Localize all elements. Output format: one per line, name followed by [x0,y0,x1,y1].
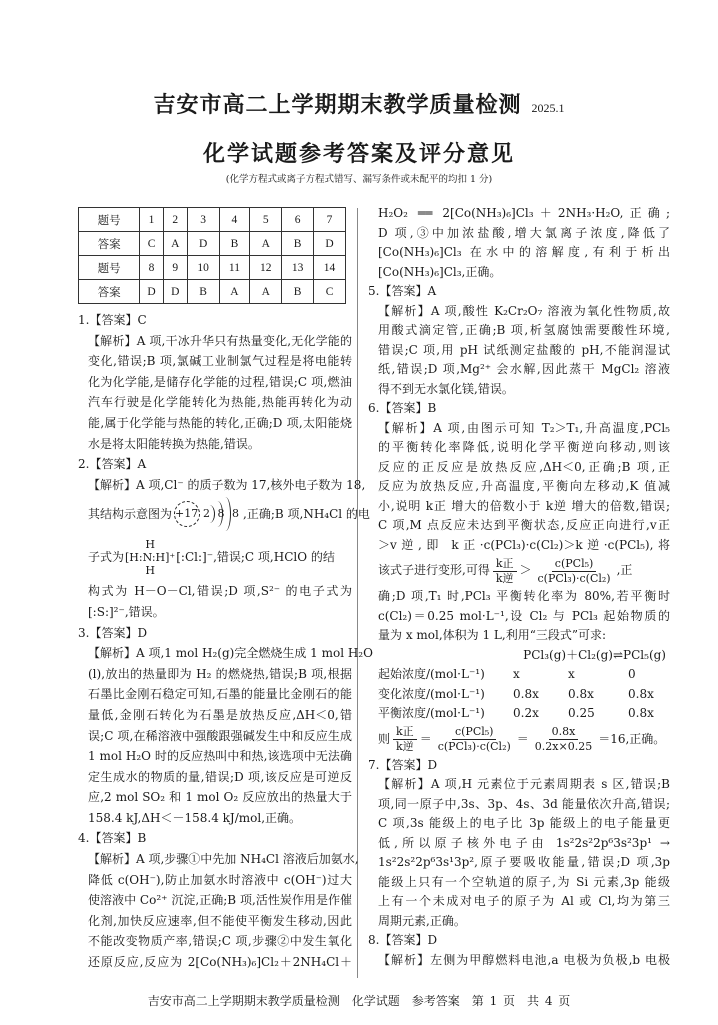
formula-top: H [145,537,155,551]
answer-cell: D [163,280,187,304]
footer-text: 化学试题 [351,994,400,1008]
text-line: 项,同一原子中,3s、3p、4s、3d 能量依次升高,错误; [378,796,670,811]
answer-cell: 11 [219,256,250,280]
text-line: 【解析】A 项,Cl⁻ 的质子数为 17,核外电子数为 18, [88,477,366,492]
formula-bottom: H [145,563,155,577]
row-label: 起始浓度/(mol·L⁻¹) [378,667,485,681]
three-stage-row [368,685,670,705]
answer-cell: B [219,232,250,256]
answer-cell: 4 [219,208,250,232]
text-line: 石墨比金刚石稳定可知,石墨的能量比金刚石的能 [88,687,352,702]
answer-cell: A [250,232,282,256]
answer-heading: 6.【答案】B [368,401,437,415]
answer-heading: 5.【答案】A [368,284,437,298]
text-line: H₂O₂ ══ 2[Co(NH₃)₆]Cl₃＋2NH₃·H₂O,正确; [378,206,670,220]
answer-cell: 5 [250,208,282,232]
fraction [493,557,517,586]
answer-heading: 2.【答案】A [78,457,147,472]
answer-cell: A [250,280,282,304]
answer-cell: D [140,280,164,304]
formula-line [78,533,352,581]
row-value: 0.25 [568,706,595,720]
answer-heading: 3.【答案】D [78,625,148,640]
text-line: 纸,错误;D 项,Mg²⁺ 会水解,因此蒸干 MgCl₂ 溶液 [378,362,670,376]
text-line: 误;C 项,在稀溶液中强酸跟强碱发生中和反应生成 [88,728,352,743]
answer-cell: C [314,280,346,304]
row-value: 0.8x [628,706,654,720]
text-line: 确;D 项,T₁ 时,PCl₃ 平衡转化率为 80%,若平衡时 [378,589,670,603]
text-segment: 子式为 [88,550,125,565]
text-line: 【解析】A 项,H 元素位于元素周期表 s 区,错误;B [378,777,670,791]
footer-text: 共 4 页 [527,994,571,1008]
answer-cell: 8 [140,256,164,280]
page-subtitle: 化学试题参考答案及评分意见 [202,142,515,167]
formula-line [368,724,670,756]
text-segment: [:Cl:]⁻ [176,550,214,565]
answer-cell: 9 [163,256,187,280]
fraction-numerator: k正 [393,725,417,740]
electron-shells: 2 8 8 [203,507,242,521]
fraction-denominator: c(PCl₃)·c(Cl₂) [537,571,611,585]
row-value: x [513,667,520,681]
fraction [393,725,417,754]
text-line: [:S:]²⁻,错误。 [88,604,165,619]
answer-heading: 8.【答案】D [368,933,438,947]
answer-cell: 2 [163,208,187,232]
answer-cell: 1 [140,208,164,232]
text-line: 应,2 mol SO₂ 和 1 mol O₂ 反应放出的热量大于 [88,790,352,805]
text-segment: ＝ [516,731,529,746]
text-line: 【解析】A 项,干冰升华只有热量变化,无化学能的 [88,333,352,348]
text-line: (l),放出的热量即为 H₂ 的燃烧热,错误;B 项,根据 [88,666,352,681]
text-segment: 则 [378,731,391,746]
footer-text: 第 1 页 [471,994,516,1008]
fraction-numerator: k正 [493,557,517,572]
electron-formula [125,538,175,577]
text-segment: 该式子进行变形,可得 [378,563,490,578]
answer-table [78,207,346,304]
text-line: 定生成水的物质的量,错误;D 项,该反应是可逆反 [88,769,352,784]
answer-heading: 7.【答案】D [368,757,438,772]
text-line: 降低 c(OH⁻),防止加氨水时溶液中 c(OH⁻)过大 [88,872,352,887]
answer-cell: D [187,232,219,256]
row-label: 变化浓度/(mol·L⁻¹) [378,686,485,701]
grading-note: (化学方程式或离子方程式错写、漏写条件或未配平的均扣 1 分) [225,174,493,185]
page-footer [0,992,718,1009]
text-segment: ＞ [519,563,532,578]
text-line: 【解析】A 项,1 mol H₂(g)完全燃烧生成 1 mol H₂O [88,646,373,661]
answer-cell: 13 [282,256,314,280]
answer-cell: B [282,232,314,256]
text-line: 化剂,加快反应速率,但不能使平衡发生移动,因此 [88,913,352,928]
text-line: 得不到无水氯化镁,错误。 [378,381,514,396]
three-stage-row [368,704,670,724]
text-line: ＞v逆,即 k正·c(PCl₃)·c(Cl₂)＞k逆·c(PCl₅),将 [378,537,670,552]
answer-heading: 4.【答案】B [78,831,147,846]
fraction-denominator: k逆 [495,571,514,585]
row-value: 0.8x [568,686,594,701]
answer-cell: 14 [314,256,346,280]
fraction-numerator: c(PCl₅) [552,557,597,572]
left-column [78,310,373,973]
text-line: C 项,3s 能级上的电子比 3p 能级上的电子能量更 [378,816,670,830]
answer-cell: D [314,232,346,256]
text-line: 用酸式滴定管,正确;B 项,析氢腐蚀需要酸性环境, [378,323,670,337]
fraction [532,725,595,754]
text-line: 【解析】A 项,酸性 K₂Cr₂O₇ 溶液为氧化性物质,故 [378,303,670,318]
exam-title: 吉安市高二上学期期末教学质量检测 [153,93,522,118]
text-line: 【解析】A 项,步骤①中先加 NH₄Cl 溶液后加氨水, [88,852,359,867]
formula-line [368,555,670,587]
text-line: 错误;C 项,用 pH 试纸测定盐酸的 pH,不能润湿试 [378,342,670,357]
text-line: 【解析】左侧为甲醇燃料电池,a 电极为负极,b 电极 [378,952,670,967]
text-line: 能级上只有一个空轨道的原子,为 Si 元素,3p 能级 [378,874,670,889]
answer-cell: 12 [250,256,282,280]
row-label: 平衡浓度/(mol·L⁻¹) [378,706,485,720]
equation-line: PCl₃(g)＋Cl₂(g)⇌PCl₅(g) [523,647,666,662]
text-line: 【解析】A 项,由图示可知 T₂＞T₁,升高温度,PCl₅ [378,420,670,435]
table-row [79,232,346,256]
answer-cell: 10 [187,256,219,280]
row-header-cell: 题号 [79,208,140,232]
row-value: x [568,667,575,681]
text-line: 化为化学能,是储存化学能的过程,错误;C 项,燃油 [88,374,352,389]
text-line: 水是将太阳能转换为热能,错误。 [88,436,260,451]
table-row [79,280,346,304]
fraction [535,557,614,586]
shell-arc [220,497,231,531]
text-line: [Co(NH₃)₆]Cl₃ 在水中的溶解度,有利于析出 [378,245,670,259]
text-line: 1 mol H₂O 时的反应热叫中和热,该选项中无法确 [88,749,352,764]
fraction-numerator: 0.8x [549,725,579,740]
row-value: 0.8x [513,686,539,701]
exam-date: 2025.1 [531,101,565,115]
answer-cell: 6 [282,208,314,232]
text-line: 反应为放热反应,升高温度,平衡向左移动,K 值减 [378,479,670,493]
text-line: 反应的正反应是放热反应,ΔH＜0,正确;B 项,正 [378,459,670,474]
footer-text: 参考答案 [411,994,460,1008]
fraction-denominator: k逆 [396,740,414,753]
text-line: 低,所以原子核外电子由 1s²2s²2p⁶3s²3p¹ → [378,835,670,850]
text-line: D 项,③中加浓盐酸,增大氯离子浓度,降低了 [378,225,670,240]
fraction-denominator: c(PCl₃)·c(Cl₂) [437,740,511,753]
answer-cell: C [140,232,164,256]
nucleus: +17 [174,501,200,527]
answer-cell: B [187,280,219,304]
formula-line [78,495,370,533]
table-row [79,208,346,232]
row-value: 0.8x [628,686,654,701]
text-line: [Co(NH₃)₆]Cl₃,正确。 [378,264,502,279]
formula-middle: [H:N:H]⁺ [125,550,176,564]
text-segment: ＝ [419,731,432,746]
text-line: 能,属于化学能与热能的转化,正确;D 项,太阳能烧 [88,415,352,430]
right-column [368,204,670,970]
answer-cell: A [163,232,187,256]
row-header-cell: 题号 [79,256,140,280]
text-line: 上有一个未成对电子的原子为 Al 或 Cl,均为第三 [378,894,670,908]
fraction-denominator: 0.2x×0.25 [534,740,593,753]
text-line: 量低,金刚石转化为石墨是放热反应,ΔH＜0,错 [88,707,352,722]
text-segment: ,正 [616,563,633,578]
row-value: 0.2x [513,706,539,720]
text-line: 1s²2s²2p⁶3s¹3p²,原子要吸收能量,错误;D 项,3p [378,855,670,869]
three-stage-row [368,665,670,685]
text-line: 的平衡转化率降低,说明化学平衡逆向移动,则该 [378,440,670,454]
text-line: c(Cl₂)＝0.25 mol·L⁻¹,设 Cl₂ 与 PCl₃ 起始物质的 [378,608,670,623]
atomic-structure-diagram [174,501,241,527]
answer-cell: 3 [187,208,219,232]
text-line: 小,说明 k正 增大的倍数小于 k逆 增大的倍数,错误; [378,498,670,513]
text-line: 周期元素,正确。 [378,913,466,928]
text-segment: 其结构示意图为 [88,507,173,522]
text-line: 还原反应,反应为 2[Co(NH₃)₆]Cl₂＋2NH₄Cl＋ [88,955,352,970]
text-line: 使溶液中 Co²⁺ 沉淀,正确;B 项,活性炭作用是作催 [88,893,352,908]
row-header-cell: 答案 [79,232,140,256]
text-line: 汽车行驶是化学能转化为热能,热能再转化为动 [88,395,352,410]
footer-text: 吉安市高二上学期期末教学质量检测 [147,994,340,1008]
fraction [435,725,514,754]
text-line: 量为 x mol,体积为 1 L,利用“三段式”可求: [378,628,607,642]
fraction-numerator: c(PCl₅) [452,725,497,740]
text-line: 158.4 kJ,ΔH＜－158.4 kJ/mol,正确。 [88,810,302,825]
row-header-cell: 答案 [79,280,140,304]
text-line: 不能改变物质产率,错误;C 项,步骤②中发生氧化 [88,934,352,949]
text-line: 构式为 H－O－Cl,错误;D 项,S²⁻ 的电子式为 [88,584,352,599]
answer-cell: A [219,280,250,304]
text-line: 变化,错误;B 项,氯碱工业制氯气过程是将电能转 [88,354,352,369]
answer-heading: 1.【答案】C [78,313,147,327]
answer-cell: B [282,280,314,304]
text-segment: ,错误;C 项,HClO 的结 [213,550,335,565]
table-row [79,256,346,280]
row-value: 0 [628,667,636,681]
answer-cell: 7 [314,208,346,232]
text-segment: ,正确;B 项,NH₄Cl 的电 [243,507,370,522]
text-segment: ＝16,正确。 [598,731,666,746]
text-line: C 项,M 点反应未达到平衡状态,反应正向进行,v正 [378,518,670,532]
page-title [0,88,718,119]
